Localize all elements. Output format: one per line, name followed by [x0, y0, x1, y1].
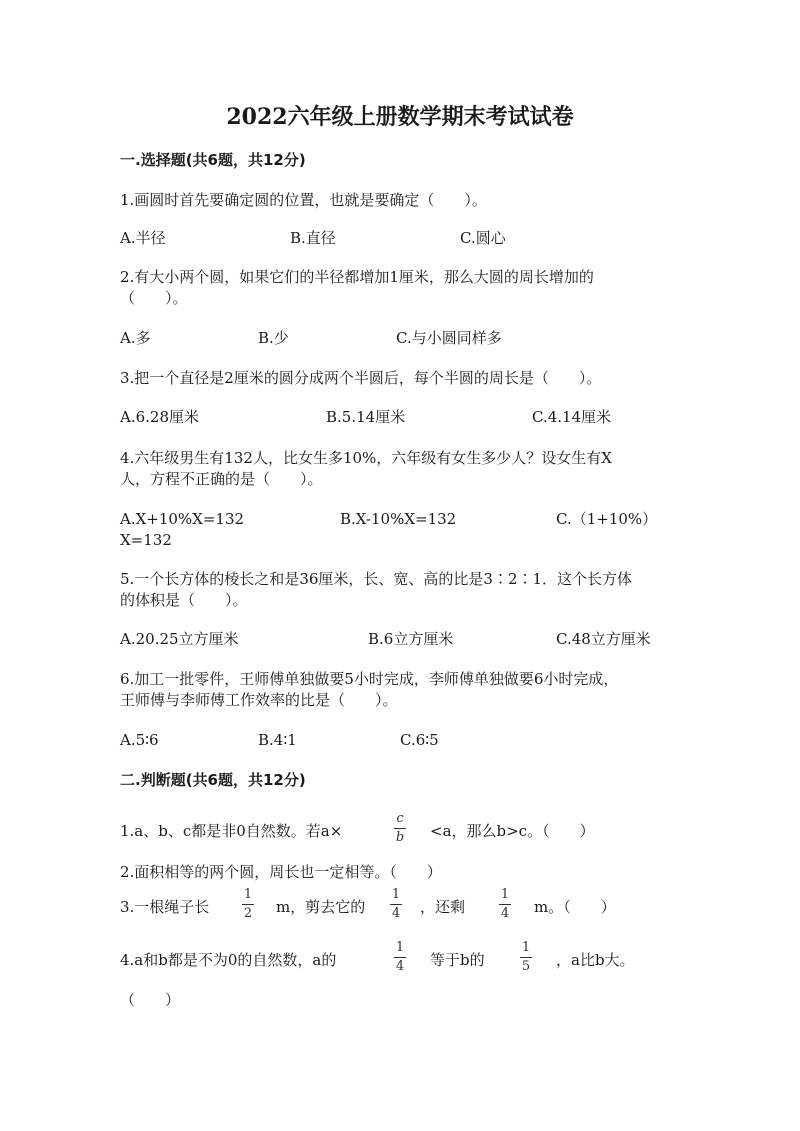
section-heading-judgement: 二.判断题(共6题，共12分) — [120, 771, 306, 789]
judge-3-fraction-1 — [242, 888, 254, 921]
judge-4-text-pre: 4.a和b都是不为0的自然数，a的 — [120, 951, 337, 969]
fraction-denominator: 2 — [243, 906, 253, 921]
fraction-denominator: 4 — [395, 959, 405, 974]
fraction-numerator: 1 — [391, 887, 401, 902]
question-3-text: 3.把一个直径是2厘米的圆分成两个半圆后，每个半圆的周长是（ ）。 — [120, 369, 602, 387]
judge-3-text-mid2: ，还剩 — [420, 898, 466, 916]
judge-4-fraction-2 — [520, 941, 532, 974]
fraction-bar — [499, 904, 511, 905]
question-6-option-a: A.5∶6 — [120, 731, 159, 749]
fraction-numerator: c — [396, 811, 404, 826]
fraction-bar — [390, 904, 402, 905]
fraction-bar — [394, 957, 406, 958]
judge-4-text-post: ，a比b大。 — [556, 951, 635, 969]
judge-3-text-post: m。（ ） — [534, 898, 616, 916]
question-6-option-c: C.6∶5 — [400, 731, 439, 749]
question-4-option-b: B.X-10%X=132 — [340, 510, 457, 528]
fraction-denominator: 4 — [391, 906, 401, 921]
question-4-option-c: C.（1+10%） — [556, 510, 658, 528]
question-1-text: 1.画圆时首先要确定圆的位置，也就是要确定（ ）。 — [120, 191, 487, 209]
question-2-text-line2: （ ）。 — [120, 289, 188, 307]
question-1-option-a: A.半径 — [120, 229, 166, 247]
judge-3-fraction-3 — [499, 888, 511, 921]
judge-4-text-line2: （ ） — [120, 991, 181, 1009]
fraction-denominator: b — [395, 830, 405, 845]
fraction-numerator: 1 — [521, 940, 531, 955]
fraction-denominator: 4 — [500, 906, 510, 921]
question-3-option-b: B.5.14厘米 — [326, 408, 406, 426]
question-6-text-line2: 王师傅与李师傅工作效率的比是（ ）。 — [120, 691, 398, 709]
judge-3-text-pre: 3.一根绳子长 — [120, 898, 210, 916]
section-heading-choice: 一.选择题(共6题，共12分) — [120, 151, 306, 169]
question-1-option-c: C.圆心 — [460, 229, 506, 247]
question-1-option-b: B.直径 — [290, 229, 336, 247]
question-5-option-b: B.6立方厘米 — [368, 630, 454, 648]
question-2-option-b: B.少 — [258, 329, 289, 347]
fraction-numerator: 1 — [395, 940, 405, 955]
judge-1-text-post: <a，那么b>c。（ ） — [430, 822, 595, 840]
judge-1-fraction — [394, 812, 406, 845]
question-4-option-a: A.X+10%X=132 — [120, 510, 245, 528]
judge-3-text-mid1: m，剪去它的 — [276, 898, 366, 916]
fraction-bar — [520, 957, 532, 958]
judge-2-text: 2.面积相等的两个圆，周长也一定相等。（ ） — [120, 863, 442, 881]
question-3-option-c: C.4.14厘米 — [532, 408, 612, 426]
fraction-numerator: 1 — [243, 887, 253, 902]
question-5-text-line2: 的体积是（ ）。 — [120, 591, 248, 609]
question-3-option-a: A.6.28厘米 — [120, 408, 199, 426]
question-4-option-c-cont: X=132 — [120, 531, 172, 549]
question-4-text-line2: 人，方程不正确的是（ ）。 — [120, 470, 323, 488]
question-6-option-b: B.4∶1 — [258, 731, 297, 749]
fraction-numerator: 1 — [500, 887, 510, 902]
question-5-option-c: C.48立方厘米 — [556, 630, 651, 648]
fraction-bar — [394, 828, 406, 829]
fraction-bar — [242, 904, 254, 905]
judge-3-fraction-2 — [390, 888, 402, 921]
question-2-option-c: C.与小圆同样多 — [396, 329, 502, 347]
page-title: 2022六年级上册数学期末考试试卷 — [226, 104, 574, 130]
question-5-option-a: A.20.25立方厘米 — [120, 630, 239, 648]
fraction-denominator: 5 — [521, 959, 531, 974]
judge-4-fraction-1 — [394, 941, 406, 974]
question-5-text-line1: 5.一个长方体的棱长之和是36厘米，长、宽、高的比是3∶2∶1．这个长方体 — [120, 570, 633, 588]
question-4-text-line1: 4.六年级男生有132人，比女生多10%，六年级有女生多少人？设女生有X — [120, 449, 612, 467]
judge-4-text-mid: 等于b的 — [430, 951, 485, 969]
question-2-option-a: A.多 — [120, 329, 151, 347]
question-6-text-line1: 6.加工一批零件，王师傅单独做要5小时完成，李师傅单独做要6小时完成， — [120, 670, 619, 688]
question-2-text-line1: 2.有大小两个圆，如果它们的半径都增加1厘米，那么大圆的周长增加的 — [120, 268, 594, 286]
judge-1-text-pre: 1.a、b、c都是非0自然数。若a× — [120, 822, 343, 840]
